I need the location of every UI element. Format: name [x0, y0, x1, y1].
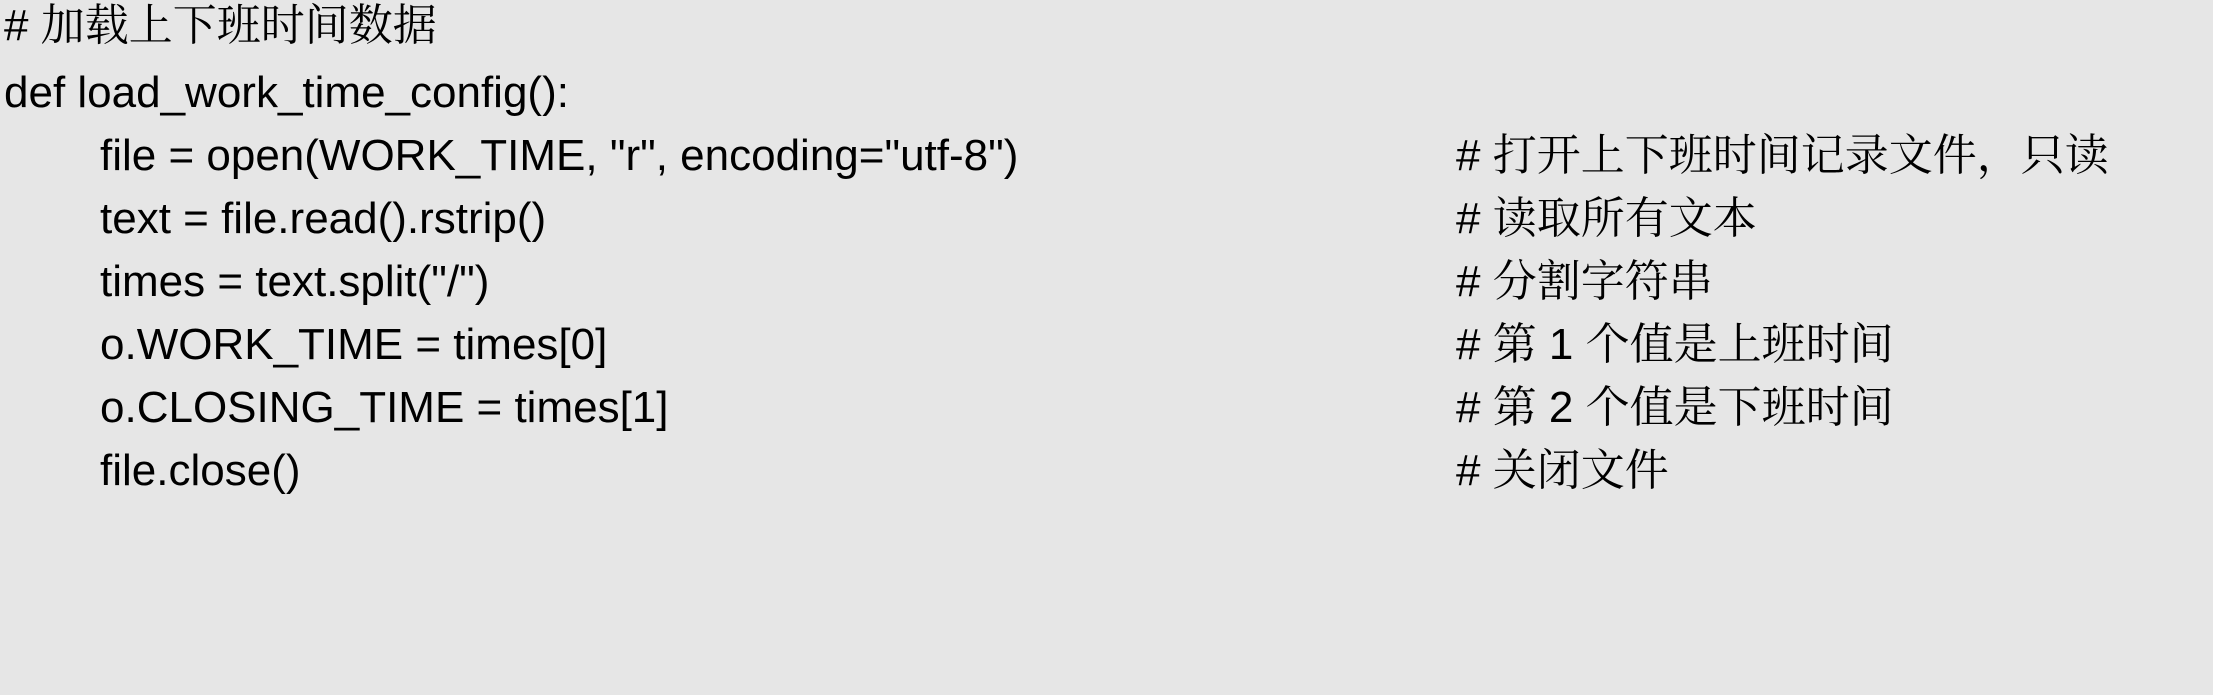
section-comment: # 加载上下班时间数据: [4, 1, 437, 50]
code-line: [0, 439, 2213, 503]
code-statement: file = open(WORK_TIME, "r", encoding="utf-8"): [100, 131, 1019, 180]
code-statement: o.CLOSING_TIME = times[1]: [100, 383, 669, 432]
code-statement: times = text.split("/"): [100, 257, 490, 306]
code-line: [0, 61, 2213, 125]
inline-comment: # 第 2 个值是下班时间: [1456, 383, 1894, 432]
code-line: [0, 0, 2213, 58]
code-line: [0, 313, 2213, 377]
code-line: [0, 124, 2213, 188]
inline-comment: # 关闭文件: [1456, 446, 1669, 495]
inline-comment: # 读取所有文本: [1456, 194, 1757, 243]
inline-comment: # 第 1 个值是上班时间: [1456, 320, 1894, 369]
code-statement: o.WORK_TIME = times[0]: [100, 320, 608, 369]
code-line: [0, 187, 2213, 251]
code-line: [0, 376, 2213, 440]
code-line: [0, 250, 2213, 314]
code-statement: file.close(): [100, 446, 301, 495]
function-definition: def load_work_time_config():: [4, 68, 569, 117]
inline-comment: # 打开上下班时间记录文件，只读: [1456, 131, 2109, 180]
inline-comment: # 分割字符串: [1456, 257, 1713, 306]
code-statement: text = file.read().rstrip(): [100, 194, 547, 243]
